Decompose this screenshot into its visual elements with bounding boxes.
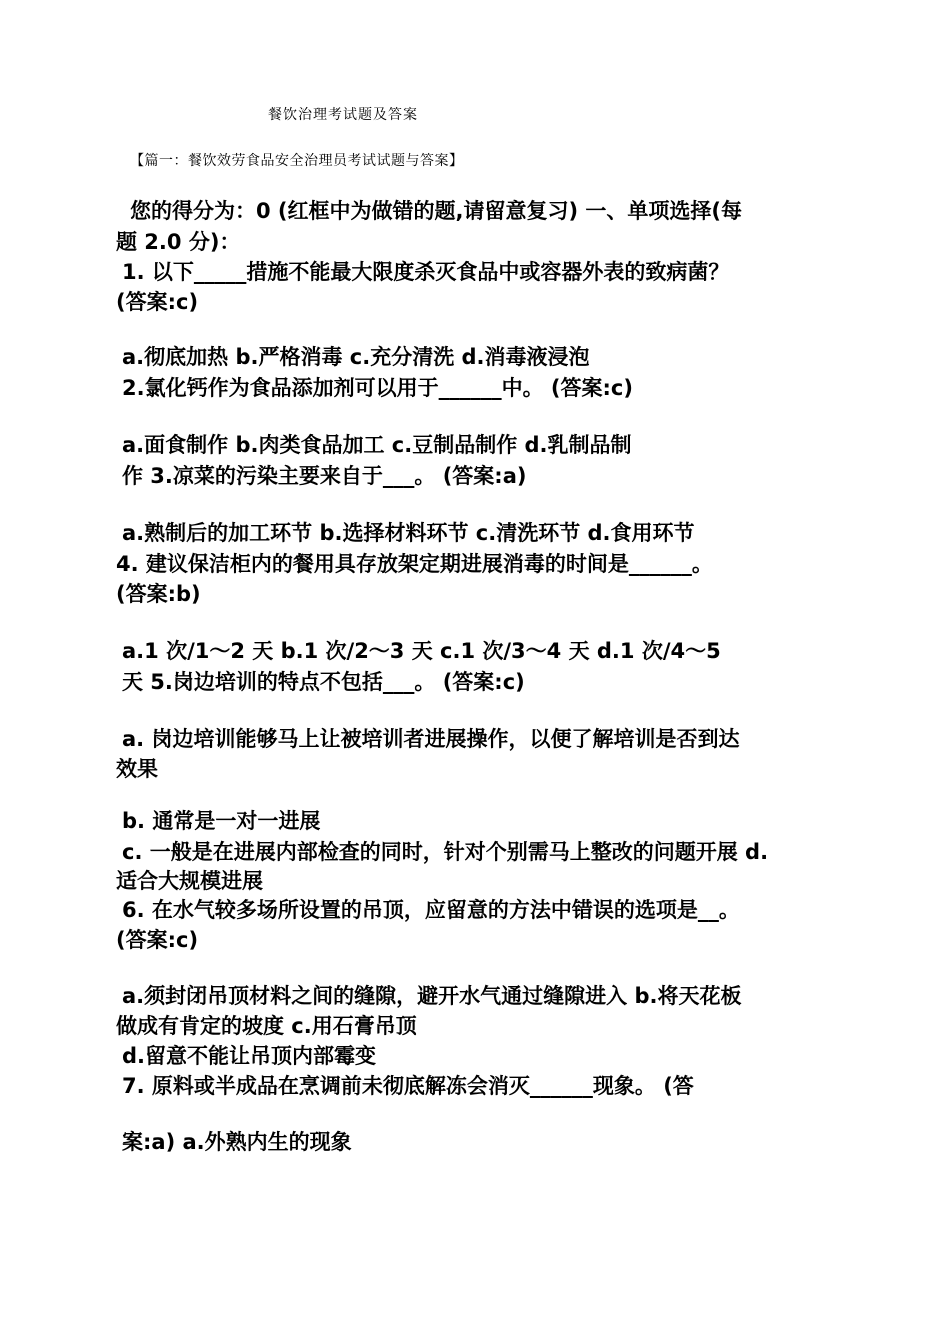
options-1: a.彻底加热 b.严格消毒 c.充分清洗 d.消毒液浸泡 xyxy=(122,345,590,369)
option-6b-c: 做成有肯定的坡度 c.用石膏吊顶 xyxy=(116,1014,417,1038)
option-5c: c. 一般是在进展内部检查的同时，针对个别需马上整改的问题开展 d. xyxy=(122,840,769,864)
option-5d: 适合大规模进展 xyxy=(116,869,263,893)
option-6d: d.留意不能让吊顶内部霉变 xyxy=(122,1044,377,1068)
option-5b: b. 通常是一对一进展 xyxy=(122,809,321,833)
question-2: 2.氯化钙作为食品添加剂可以用于______中。 (答案:c) xyxy=(122,376,633,400)
answer-4: (答案:b) xyxy=(116,582,201,606)
options-3: a.熟制后的加工环节 b.选择材料环节 c.清洗环节 d.食用环节 xyxy=(122,521,695,545)
question-4: 4. 建议保洁柜内的餐用具存放架定期进展消毒的时间是______。 xyxy=(116,552,713,576)
answer-1: (答案:c) xyxy=(116,290,199,314)
option-5a-cont: 效果 xyxy=(116,757,158,781)
answer-7: 案:a) a.外熟内生的现象 xyxy=(122,1130,352,1154)
question-6: 6. 在水气较多场所设置的吊顶，应留意的方法中错误的选项是__。 xyxy=(122,898,740,922)
question-5: 天 5.岗边培训的特点不包括___。 (答案:c) xyxy=(122,670,525,694)
option-6a: a.须封闭吊顶材料之间的缝隙，避开水气通过缝隙进入 b.将天花板 xyxy=(122,984,742,1008)
document-title: 餐饮治理考试题及答案 xyxy=(268,107,418,123)
question-1: 1. 以下_____措施不能最大限度杀灭食品中或容器外表的致病菌？ xyxy=(122,260,730,284)
question-7: 7. 原料或半成品在烹调前未彻底解冻会消灭______现象。 (答 xyxy=(122,1074,694,1098)
document-subtitle: 【篇一：餐饮效劳食品安全治理员考试试题与答案】 xyxy=(130,153,464,169)
option-5a: a. 岗边培训能够马上让被培训者进展操作，以便了解培训是否到达 xyxy=(122,727,740,751)
question-3: 作 3.凉菜的污染主要来自于___。 (答案:a) xyxy=(122,464,527,488)
options-2: a.面食制作 b.肉类食品加工 c.豆制品制作 d.乳制品制 xyxy=(122,433,632,457)
answer-6: (答案:c) xyxy=(116,928,199,952)
score-line: 您的得分为：0 (红框中为做错的题,请留意复习) 一、单项选择(每 xyxy=(130,199,743,223)
options-4: a.1 次/1～2 天 b.1 次/2～3 天 c.1 次/3～4 天 d.1 次/4～5 xyxy=(122,639,721,663)
section-heading-cont: 题 2.0 分)： xyxy=(116,230,241,254)
